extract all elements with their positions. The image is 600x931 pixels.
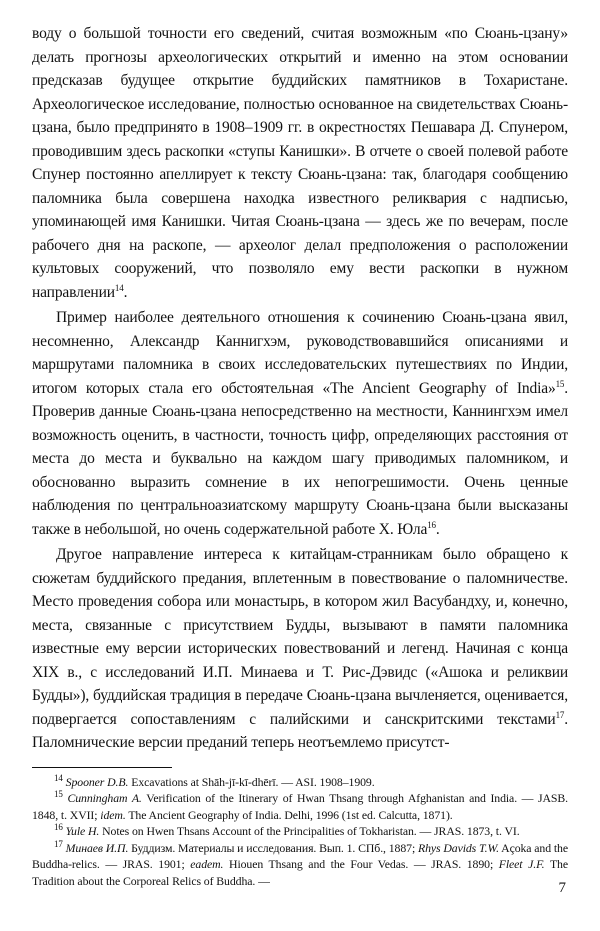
footnote-text: Notes on Hwen Thsans Account of the Principalities of Tokharistan. — JRAS. 1873, t. VI. <box>99 824 520 838</box>
footnote-number: 15 <box>54 789 63 800</box>
paragraph-text: . Проверив данные Сюань-цзана непосредственно на местности, Каннингхэм имел возможность оценить, в частности, точность цифр, определяющих расстояния от места до места и буквально на каждом шагу приводимых паломником, и обоснованно выразить сомнение в их непогрешимости. Очень ценные наблюдения по центральноазиатскому маршруту Сюань-цзана были высказаны также в небольшой, но очень содержательной работе Х. Юла <box>32 379 568 538</box>
footnote-author: eadem. <box>190 857 224 871</box>
footnote-14 <box>32 774 568 791</box>
footnote-divider <box>32 767 172 768</box>
footnote-ref-17[interactable]: 17 <box>555 709 565 720</box>
footnote-15 <box>32 790 568 823</box>
paragraph-2: Пример наиболее деятельного отношения к сочинению Сюань-цзана явил, несомненно, Александр Каннигхэм, руководствовавшийся описаниями и маршрутами паломника в своих исследовательских путешествиях по Индии, итогом которых стала его обстоятельная «The Ancient Geography of India»$^{15}$. Проверив данные Сюань-цзана непосредственно на местности, Каннингхэм имел возможность оценить, в частности, точность цифр, определяющих расстояния от места до места и буквально на каждом шагу приводимых паломником, и обоснованно выразить сомнение в их непогрешимости. Очень ценные наблюдения по центральноазиатскому маршруту Сюань-цзана были высказаны также в небольшой, но очень содержательной работе Х. Юла$^{16}$. <box>32 309 568 538</box>
footnote-text: Excavations at Shāh-jī-kī-dhērī. — ASI. 1908–1909. <box>128 774 375 789</box>
footnote-number: 14 <box>54 772 63 783</box>
footnote-ref-16[interactable]: 16 <box>427 519 436 530</box>
footnote-author: Spooner D.B. <box>65 774 129 789</box>
footnote-text: Açoka and the Buddha-relics. — JRAS. 1901; <box>32 840 568 871</box>
footnote-16 <box>32 823 568 840</box>
footnote-ref-14[interactable]: 14 <box>114 282 124 293</box>
footnote-text: Verification of the Itinerary of Hwan Thsang through Afghanistan and India. — JASB. 1848, t. XVII; <box>32 791 568 822</box>
paragraph-text: воду о большой точности его сведений, считая возможным «по Сюань-цзану» делать прогнозы археологических открытий и именно на этом основании предсказав будущее открытие буддийских памятников в Тохаристане. Археологическое исследование, полностью основанное на свидетельствах Сюань-цзана, было предпринято в 1908–1909 гг. в окрестностях Пешавара Д. Спунером, проводившим здесь раскопки «ступы Канишки». В отчете о своей полевой работе Спунер постоянно апеллирует к тексту Сюань-цзана: так, благодаря сообщению паломника была совершена находка известного реликвария с надписью, упоминающей имя Канишки. Читая Сюань-цзана — здесь же по вечерам, после рабочего дня на раскопе, — археолог делал предположения о расположении культовых сооружений, что позволяло ему вести раскопки в нужном направлении <box>32 25 568 301</box>
footnote-author: idem. <box>100 807 126 822</box>
footnote-17 <box>32 840 568 890</box>
footnote-author: Fleet J.F. <box>498 857 545 871</box>
footnote-text: The Tradition about the Corporeal Relics of Buddha. — <box>32 857 568 888</box>
footnote-author: Минаев И.П. <box>65 840 129 855</box>
footnote-author: Rhys Davids T.W. <box>417 840 499 855</box>
paragraph-text: Другое направление интереса к китайцам-странникам было обращено к сюжетам буддийского предания, вплетенным в повествование о паломничестве. Место проведения собора или монастырь, в котором жил Васубандху, и, конечно, места, связанные с присутствием Будды, вызывают в памяти паломника известные ему версии исторических повествований и легенд. Начиная с конца XIX в., с исследований И.П. Минаева и Т. Рис-Дэвидс («Ашока и реликвии Будды»), буддийская традиция в передаче Сюань-цзана вычленяется, оценивается, подвергается сопоставлениям с палийскими и санскритскими текстами <box>32 546 568 728</box>
footnote-author: Yule H. <box>65 824 100 838</box>
paragraph-text: Пример наиболее деятельного отношения к сочинению Сюань-цзана явил, несомненно, Александр Каннигхэм, руководствовавшийся описаниями и маршрутами паломника в своих исследовательских путешествиях по Индии, итогом которых стала его обстоятельная «The Ancient Geography of India» <box>32 309 568 397</box>
paragraph-1: воду о большой точности его сведений, считая возможным «по Сюань-цзану» делать прогнозы археологических открытий и именно на этом основании предсказав будущее открытие буддийских памятников в Тохаристане. Археологическое исследование, полностью основанное на свидетельствах Сюань-цзана, было предпринято в 1908–1909 гг. в окрестностях Пешавара Д. Спунером, проводившим здесь раскопки «ступы Канишки». В отчете о своей полевой работе Спунер постоянно апеллирует к тексту Сюань-цзана: так, благодаря сообщению паломника была совершена находка известного реликвария с надписью, упоминающей имя Канишки. Читая Сюань-цзана — здесь же по вечерам, после рабочего дня на раскопе, — археолог делал предположения о расположении культовых сооружений, что позволяло ему вести раскопки в нужном направлении$^{14}$. <box>32 25 568 301</box>
footnote-text: Hiouen Thsang and the Four Vedas. — JRAS. 1890; <box>223 857 499 871</box>
footnote-text: Буддизм. Материалы и исследования. Вып. 1. СПб., 1887; <box>128 840 418 855</box>
paragraph-text: . Паломнические версии преданий теперь неотъемлемо присутст- <box>32 710 568 751</box>
footnote-number: 17 <box>54 838 63 849</box>
page-number: 7 <box>558 880 566 896</box>
footnote-ref-15[interactable]: 15 <box>555 378 565 389</box>
footnote-author: Cunningham A. <box>67 791 142 805</box>
footnote-number: 16 <box>54 822 63 833</box>
paragraph-3 <box>32 543 568 755</box>
footnote-text: The Ancient Geography of India. Delhi, 1996 (1st ed. Calcutta, 1871). <box>125 807 453 822</box>
page-body <box>32 22 568 889</box>
